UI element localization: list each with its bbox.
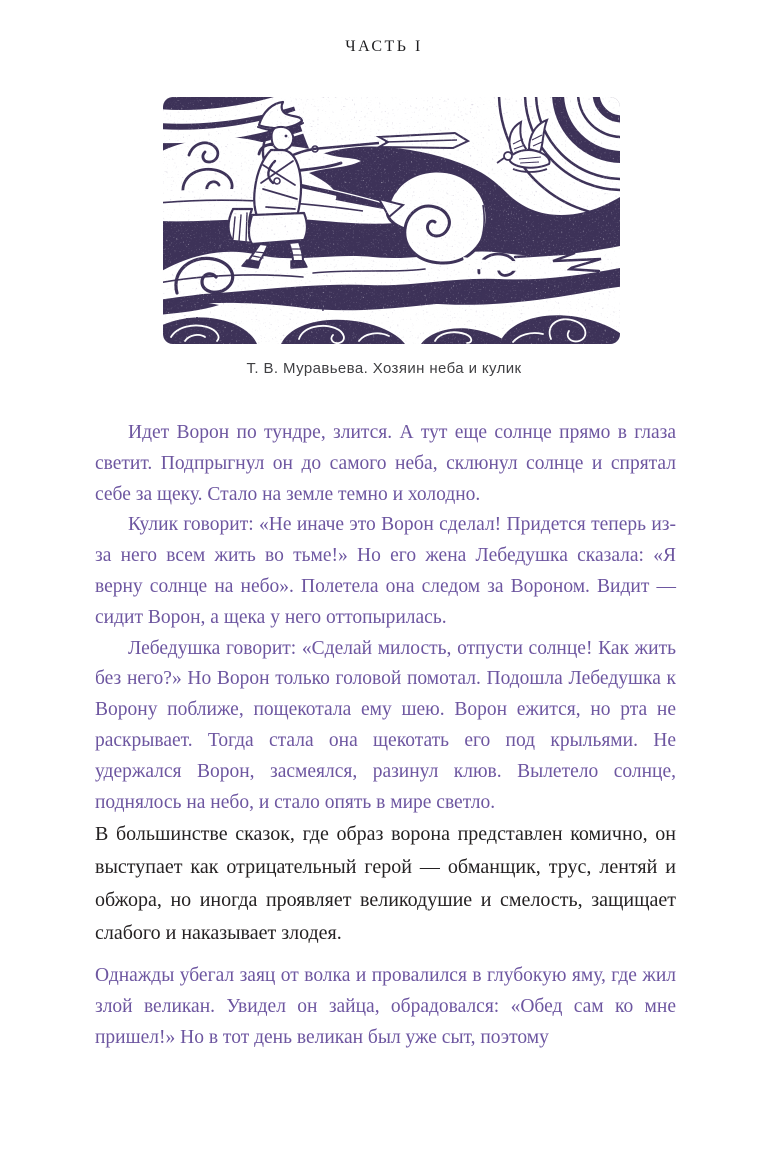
commentary-paragraph: В большинстве сказок, где образ ворона представлен комично, он выступает как отрицательный герой — обманщик, трус, лентяй и обжора, но иногда проявляет великодушие и смелость, защищает слабого и наказывает злодея. [95,823,676,945]
tale-paragraph: Идет Ворон по тундре, злится. А тут еще солнце прямо в глаза светит. Подпрыгнул он до самого неба, склюнул солнце и спрятал себе за щеку. Стало на земле темно и холодно. [95,422,676,505]
woodcut-illustration [163,97,620,344]
text-column [95,418,676,1054]
tale-paragraph: Однажды убегал заяц от волка и провалился в глубокую яму, где жил злой великан. Увидел он зайца, обрадовался: «Обед сам ко мне пришел!» Но в тот день великан был уже сыт, поэтому [95,965,676,1048]
illustration-caption: Т. В. Муравьева. Хозяин неба и кулик [246,360,522,377]
tale-paragraph: Кулик говорит: «Не иначе это Ворон сделал! Придется теперь из-за него всем жить во тьме!» Но его жена Лебедушка сказала: «Я верну солнце на небо». Полетела она следом за Вороном. Видит — сидит Ворон, а щека у него оттопырилась. [95,514,676,628]
part-header: ЧАСТЬ I [345,38,423,55]
woodcut-illustration-svg [163,97,620,344]
tale-paragraph: Лебедушка говорит: «Сделай милость, отпусти солнце! Как жить без него?» Но Ворон только головой помотал. Подошла Лебедушка к Ворону поближе, пощекотала ему шею. Ворон ежится, но рта не раскрывает. Тогда стала она щекотать его под крыльями. Не удержался Ворон, засмеялся, разинул клюв. Вылетело солнце, поднялось на небо, и стало опять в мире светло. [95,637,676,813]
